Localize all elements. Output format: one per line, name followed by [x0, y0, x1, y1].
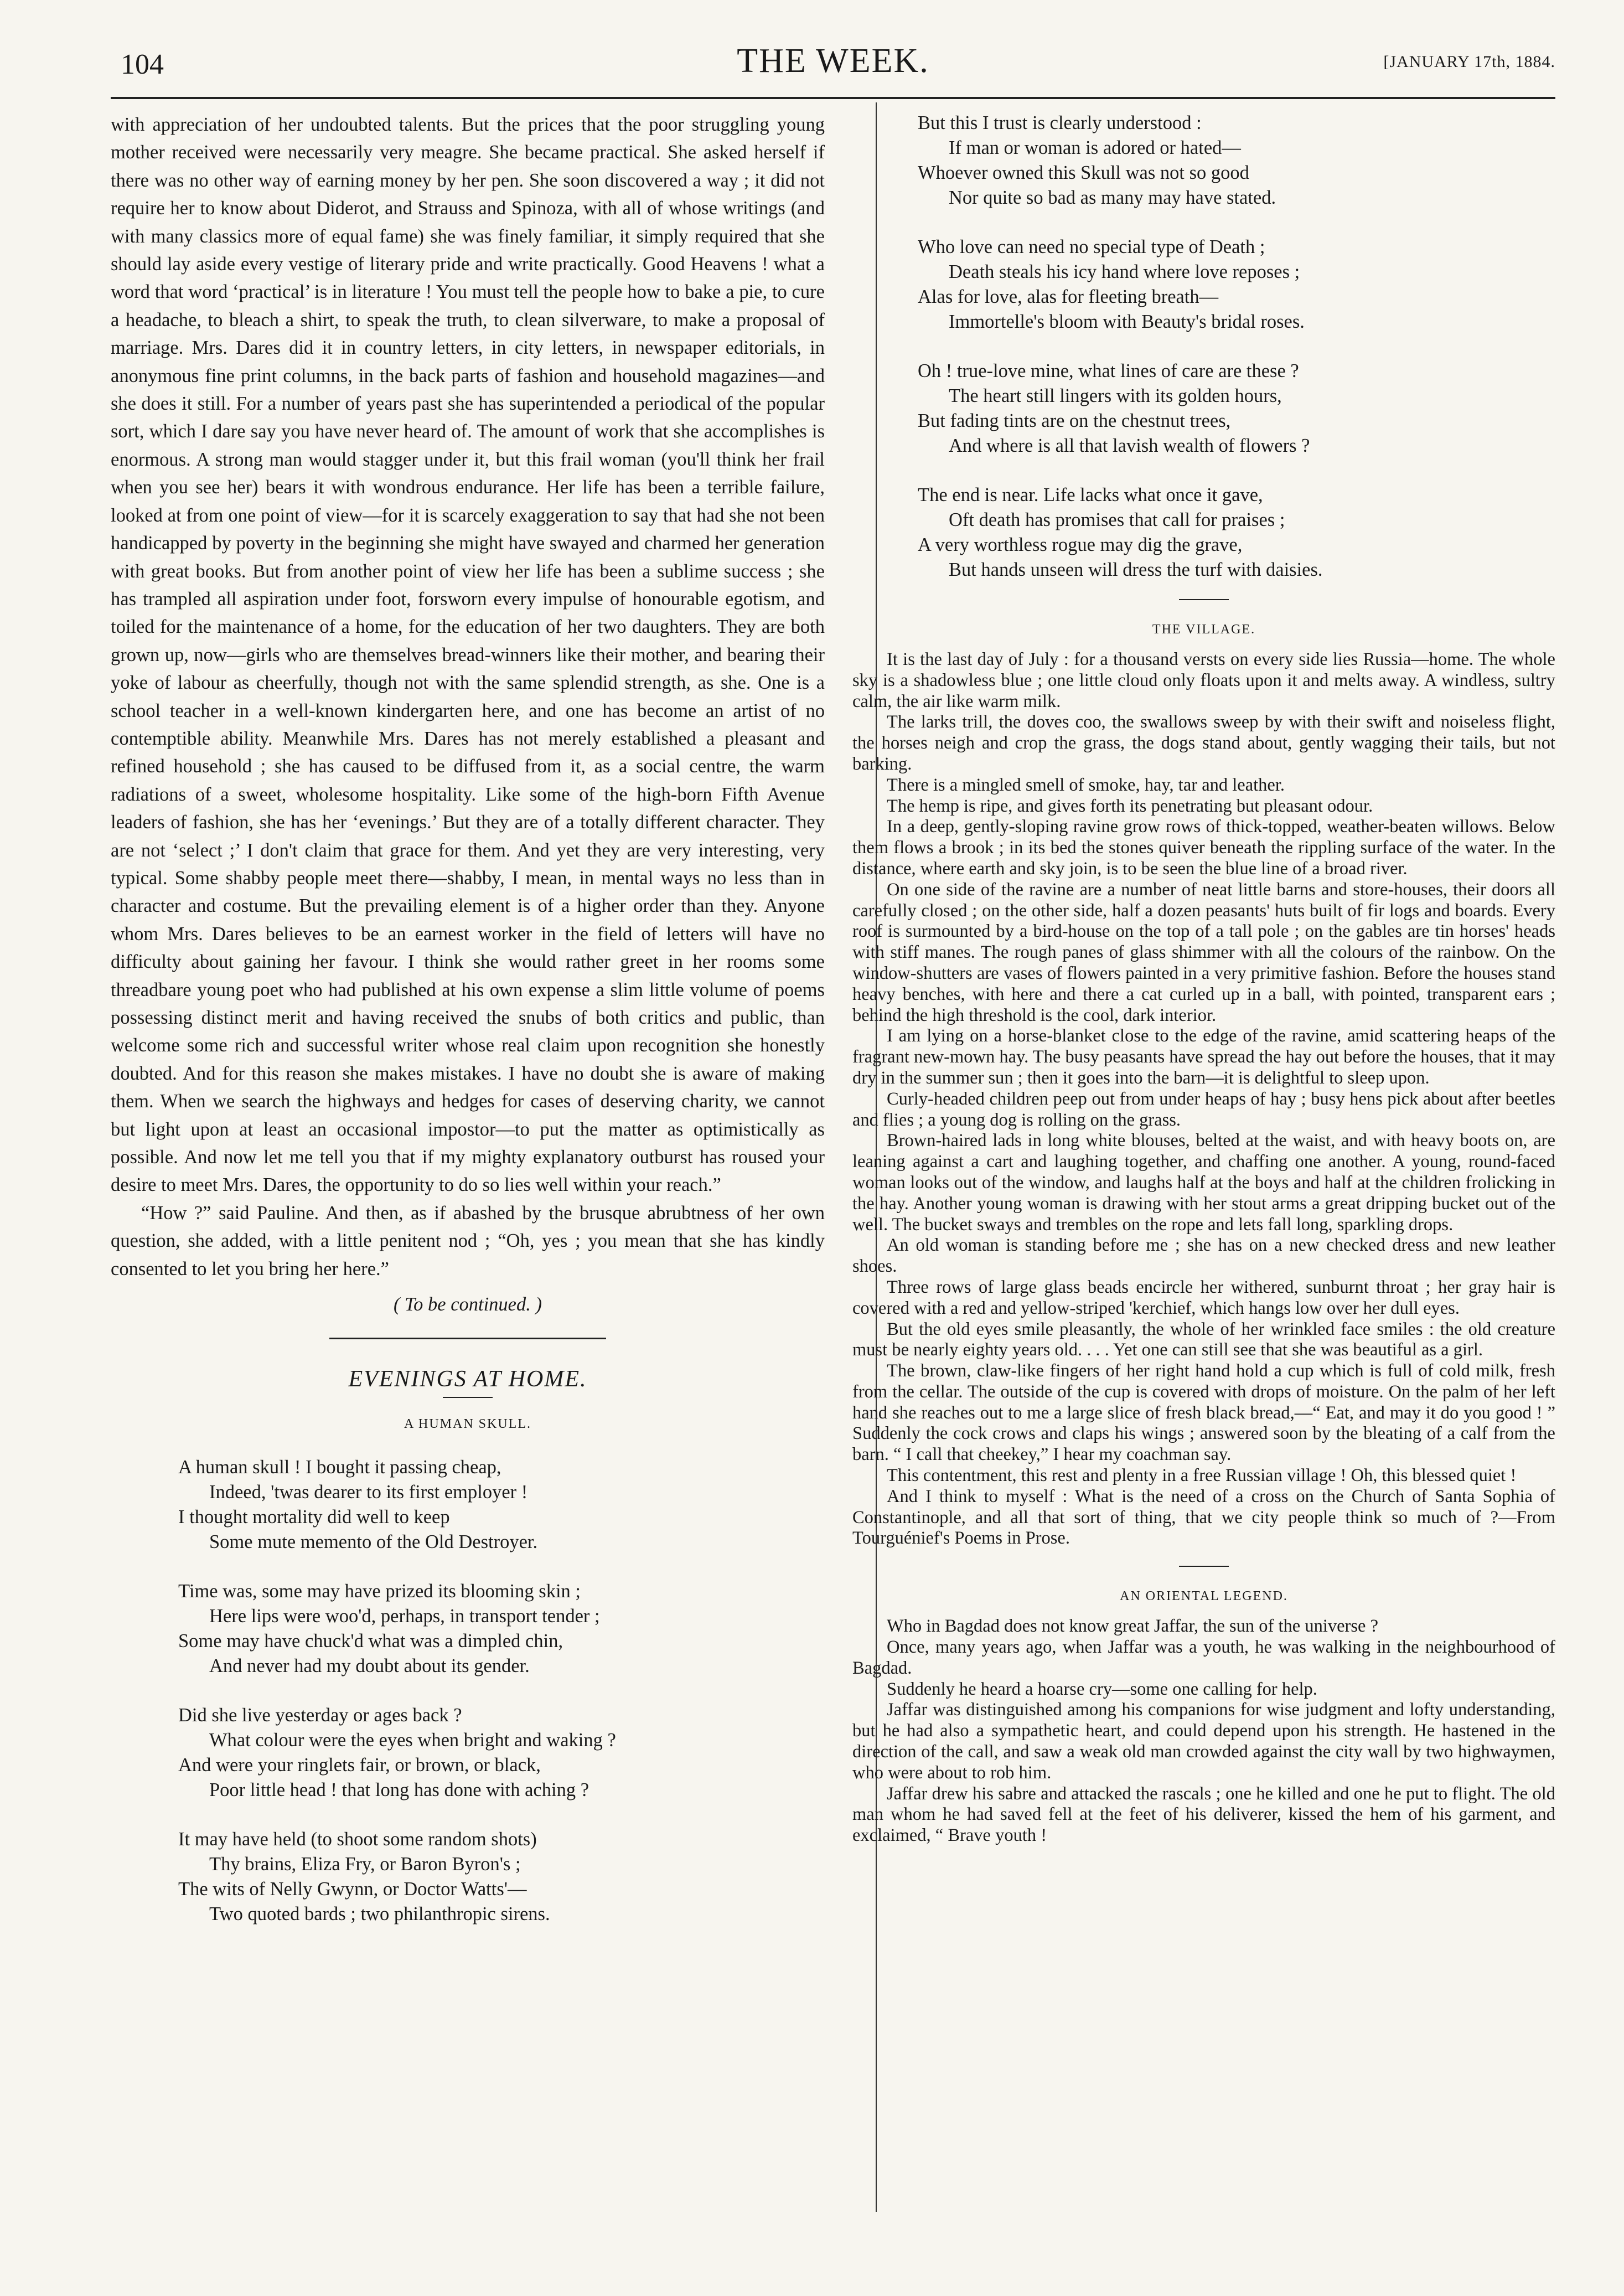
legend-title: AN ORIENTAL LEGEND.	[1120, 1589, 1288, 1604]
prose-paragraph: On one side of the ravine are a number of neat little barns and store-houses, their doors all carefully closed ; on the other side, half a dozen peasants' huts built of fir logs and boards. Every roof is surmounted by a bird-house on the top of a tall pole ; on the gables are tin horses' heads with stiff manes. The rough panes of glass shimmer with all the colours of the rainbow. On the window-shutters are vases of flowers painted in a very primitive fashion. Before the houses stand heavy benches, with here and there a cat curled up in a ball, with pointed, transparent ears ; behind the high threshold is the cool, dark interior.	[852, 879, 1555, 1025]
story-paragraph: “How ?” said Pauline. And then, as if abashed by the brusque abrubtness of her own question, she added, with a little penitent nod ; “Oh, yes ; you mean that she has kindly consented to let you bring her here.”	[111, 1202, 825, 1279]
poem-line: Some may have chuck'd what was a dimpled chin,	[178, 1631, 563, 1652]
section-rule	[329, 1338, 606, 1339]
poem-line: But fading tints are on the chestnut trees,	[918, 410, 1231, 431]
poem-line: The end is near. Life lacks what once it gave,	[918, 484, 1263, 505]
poem-line: What colour were the eyes when bright and waking ?	[209, 1730, 616, 1751]
prose-paragraph: It is the last day of July : for a thousand versts on every side lies Russia—home. The whole sky is a shadowless blue ; one little cloud only floats upon it and melts away. A windless, sultry calm, the air like warm milk.	[852, 649, 1555, 711]
prose-paragraph: Suddenly he heard a hoarse cry—some one calling for help.	[887, 1679, 1317, 1699]
header-rule	[111, 97, 1555, 99]
prose-paragraph: The brown, claw-like fingers of her right hand hold a cup which is full of cold milk, fresh from the cellar. The outside of the cup is covered with drops of moisture. On the palm of her left hand she reaches out to me a large slice of fresh black bread,—“ Eat, and may it do you good ! ” Suddenly the cock crows and claps his wings ; answered soon by the bleating of a calf from the barn. “ I call that cheekey,” I hear my coachman say.	[852, 1361, 1555, 1465]
prose-paragraph: And I think to myself : What is the need of a cross on the Church of Santa Sophia of Constantinople, and all that sort of thing, that we city people think so much of ?—From Tourguénief's Poems in Prose.	[852, 1486, 1555, 1549]
poem-line: And where is all that lavish wealth of flowers ?	[949, 435, 1310, 456]
poem-line: Oh ! true-love mine, what lines of care are these ?	[918, 360, 1299, 381]
poem-line: Immortelle's bloom with Beauty's bridal roses.	[949, 311, 1305, 332]
prose-paragraph: Curly-headed children peep out from under heaps of hay ; busy hens pick about after beetles and flies ; a young dog is rolling on the grass.	[852, 1088, 1555, 1130]
poem-end-rule	[1179, 599, 1229, 600]
poem-line: And were your ringlets fair, or brown, or black,	[178, 1755, 541, 1776]
poem-stanza	[918, 359, 1555, 458]
prose-paragraph: There is a mingled smell of smoke, hay, tar and leather.	[887, 775, 1285, 795]
prose-paragraph: I am lying on a horse-blanket close to the edge of the ravine, amid scattering heaps of the fragrant new-mown hay. The busy peasants have spread the hay out before the houses, that it may dry in the summer sun ; then it goes into the barn—it is delightful to sleep upon.	[852, 1026, 1555, 1088]
poem-line: Time was, some may have prized its blooming skin ;	[178, 1581, 581, 1602]
poem-line: And never had my doubt about its gender.	[209, 1655, 530, 1677]
poem-line: But hands unseen will dress the turf with daisies.	[949, 559, 1323, 580]
right-column	[852, 111, 1555, 1846]
skull-poem	[178, 1455, 825, 1927]
poem-line: Did she live yesterday or ages back ?	[178, 1705, 462, 1726]
journal-title: THE WEEK.	[737, 42, 929, 80]
prose-paragraph: The hemp is ripe, and gives forth its penetrating but pleasant odour.	[887, 796, 1373, 816]
poem-line: The wits of Nelly Gwynn, or Doctor Watts'—	[178, 1879, 527, 1900]
prose-paragraph: Once, many years ago, when Jaffar was a youth, he was walking in the neighbourhood of Bagdad.	[852, 1637, 1555, 1678]
poem-line: I thought mortality did well to keep	[178, 1506, 450, 1528]
poem-line: A human skull ! I bought it passing cheap,	[178, 1457, 501, 1478]
poem-stanza	[178, 1579, 825, 1679]
poem-line: Two quoted bards ; two philanthropic sirens.	[209, 1903, 550, 1925]
poem-line: Indeed, 'twas dearer to its first employer !	[209, 1482, 528, 1503]
prose-paragraph: Three rows of large glass beads encircle her withered, sunburnt throat ; her gray hair is covered with a red and yellow-striped 'kerchief, which hangs low over her dull eyes.	[852, 1277, 1555, 1318]
poem-line: Thy brains, Eliza Fry, or Baron Byron's ;	[209, 1854, 521, 1875]
poem-line: Whoever owned this Skull was not so good	[918, 162, 1249, 183]
poem-line: Death steals his icy hand where love reposes ;	[949, 261, 1300, 282]
poem-stanza	[178, 1455, 825, 1555]
prose-paragraph: Brown-haired lads in long white blouses, belted at the waist, and with heavy boots on, are leaning against a cart and laughing together, and chaffing one another. A young, round-faced woman looks out of the window, and laughs half at the boys and half at the children frolicking in the hay. Another young woman is drawing with her stout arms a great dripping bucket out of the well. The bucket sways and trembles on the rope and lets fall long, sparkling drops.	[852, 1131, 1555, 1235]
skull-poem-continued	[918, 111, 1555, 582]
poem-line: The heart still lingers with its golden hours,	[949, 385, 1282, 406]
left-column	[111, 111, 825, 1927]
prose-paragraph: In a deep, gently-sloping ravine grow rows of thick-topped, weather-beaten willows. Below them flows a brook ; in its bed the stones quiver beneath the rippling surface of the water. In the distance, where earth and sky join, is to be seen the blue line of a broad river.	[852, 817, 1555, 879]
poem-line: Alas for love, alas for fleeting breath—	[918, 286, 1219, 307]
poem-line: Poor little head ! that long has done with aching ?	[209, 1779, 589, 1801]
poem-line: Here lips were woo'd, perhaps, in transport tender ;	[209, 1606, 600, 1627]
poem-line: If man or woman is adored or hated—	[949, 137, 1241, 158]
prose-paragraph: Jaffar was distinguished among his companions for wise judgment and lofty understanding, but he had also a sympathetic heart, and could depend upon his strength. He hastened in the direction of the call, and saw a weak old man crowded against the city wall by two highwaymen, who were about to rob him.	[852, 1700, 1555, 1783]
legend-text	[852, 1616, 1555, 1846]
poem-stanza	[178, 1703, 825, 1803]
poem-title: A HUMAN SKULL.	[404, 1417, 531, 1432]
prose-paragraph: The larks trill, the doves coo, the swallows sweep by with their swift and noiseless flight, the horses neigh and crop the grass, the dogs stand about, gently wagging their tails, but not barking.	[852, 712, 1555, 774]
prose-paragraph: Who in Bagdad does not know great Jaffar, the sun of the universe ?	[887, 1616, 1378, 1637]
poem-line: A very worthless rogue may dig the grave,	[918, 534, 1243, 555]
poem-stanza	[918, 483, 1555, 582]
village-text	[852, 649, 1555, 1549]
poem-line: But this I trust is clearly understood :	[918, 112, 1202, 133]
story-paragraph: with appreciation of her undoubted talents. But the prices that the poor struggling young mother received were necessarily very meagre. She became practical. She asked herself if there was no other way of earning money by her pen. She soon discovered a way ; it did not require her to know about Diderot, and Strauss and Spinoza, with all of whose writings (and with many classics more of equal fame) she was finely familiar, it simply required that she should lay aside every vestige of literary pride and write practically. Good Heavens ! what a word that word ‘practical’ is in literature ! You must tell the people how to bake a pie, to cure a headache, to bleach a shirt, to speak the truth, to clean silverware, to make a proposal of marriage. Mrs. Dares did it in country letters, in city letters, in newspaper editorials, in anonymous fine print columns, in the back parts of fashion and household magazines—and she does it still. For a number of years past she has superintended a periodical of the popular sort, which I dare say you have never heard of. The amount of work that she accomplishes is enormous. A strong man would stagger under it, but this frail woman (you'll think her frail when you see her) bears it with wondrous endurance. Her life has been a terrible failure, looked at from one point of view—for it is scarcely exaggeration to say that had she not been handicapped by poverty in the beginning she might have swayed and charmed her generation with great books. But from another point of view her life has been a sublime success ; she has trampled all aspiration under foot, forsworn every impulse of honourable egotism, and toiled for the maintenance of a home, for the education of her two daughters. They are both grown up, now—girls who are themselves bread-winners like their mother, and bearing their yoke of labour as cheerfully, though not with the same splendid strength, as she. One is a school teacher in a well-known kindergarten here, and one has become an artist of no contemptible ability. Meanwhile Mrs. Dares has not merely established a pleasant and refined household ; she has caused to be diffused from it, as a social centre, the warm radiations of a sweet, wholesome hospitality. Like some of the high-born Fifth Avenue leaders of fashion, she has her ‘evenings.’ But they are of a totally different character. They are not ‘select ;’ I don't claim that grace for them. And yet they are very interesting, very typical. Some shabby people meet there—shabby, I mean, in mental ways no less than in character and costume. But the prevailing element is of a higher order than they. Anyone whom Mrs. Dares believes to be an earnest worker in the field of letters will have no difficulty about gaining her favour. I think she would rather greet in her rooms some threadbare young poet who had published at his own expense a slim little volume of poems possessing distinct merit and having received the snubs of both critics and public, than welcome some rich and successful writer whose real claim upon recognition she honestly doubted. And for this reason she makes mistakes. I have no doubt she is aware of making them. When we search the highways and hedges for cases of deserving charity, we cannot but light upon at least an occasional impostor—to put the matter as optimistically as possible. And now let me tell you that if my mighty explanatory outburst has roused your desire to meet Mrs. Dares, the opportunity to do so lies well within your reach.”	[111, 114, 825, 1196]
page-header	[111, 42, 1555, 86]
prose-paragraph: But the old eyes smile pleasantly, the whole of her wrinkled face smiles : the old creature must be nearly eighty years old. . . . Yet one can still see that she was beautiful as a girl.	[852, 1319, 1555, 1360]
prose-paragraph: Jaffar drew his sabre and attacked the rascals ; one he killed and one he put to flight. The old man whom he had saved fell at the feet of his deliverer, kissed the hem of his garment, and exclaimed, “ Brave youth !	[852, 1783, 1555, 1846]
village-end-rule	[1179, 1566, 1229, 1567]
title-rule	[443, 1397, 493, 1398]
poem-stanza	[918, 111, 1555, 210]
poem-line: Some mute memento of the Old Destroyer.	[209, 1531, 538, 1553]
village-title: THE VILLAGE.	[1152, 622, 1256, 637]
issue-date: [JANUARY 17th, 1884.	[1383, 53, 1555, 71]
poem-line: Who love can need no special type of Death ;	[918, 236, 1265, 257]
poem-stanza	[918, 235, 1555, 334]
to-be-continued: ( To be continued. )	[394, 1294, 542, 1315]
page-number: 104	[121, 49, 164, 80]
prose-paragraph: This contentment, this rest and plenty in a free Russian village ! Oh, this blessed quiet !	[887, 1466, 1517, 1486]
section-title: EVENINGS AT HOME.	[348, 1366, 587, 1392]
prose-paragraph: An old woman is standing before me ; she has on a new checked dress and new leather shoes.	[852, 1235, 1555, 1277]
poem-line: Nor quite so bad as many may have stated.	[949, 187, 1276, 208]
poem-line: It may have held (to shoot some random shots)	[178, 1829, 537, 1850]
poem-stanza	[178, 1827, 825, 1927]
story-continuation	[111, 111, 825, 1283]
poem-line: Oft death has promises that call for praises ;	[949, 509, 1285, 530]
